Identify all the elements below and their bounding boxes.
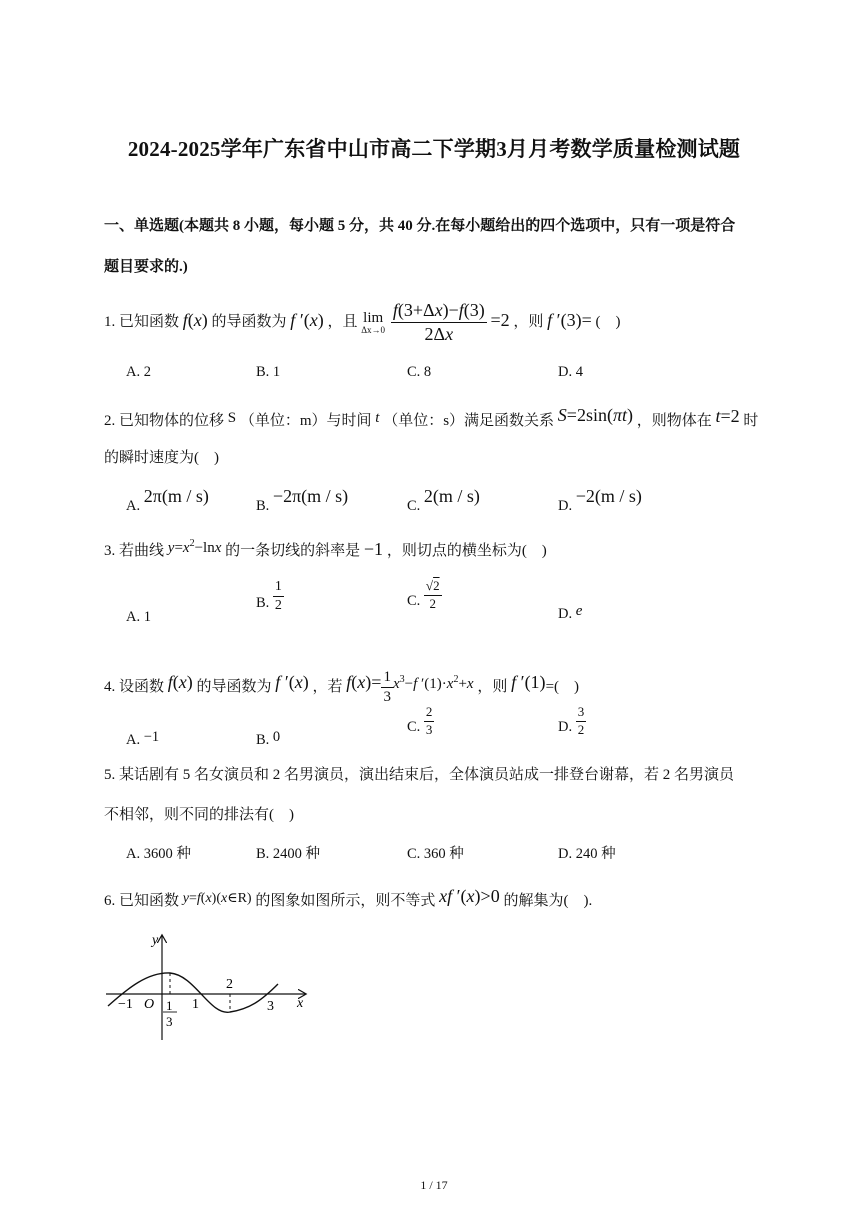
q1-mid2: ，且 (327, 314, 358, 330)
q2-line2: 的瞬时速度为( ) (104, 450, 219, 466)
q4-suffix: =( ) (545, 679, 580, 695)
tick-label-third-den: 3 (166, 1014, 173, 1029)
q4-option-c: C. $\frac{2}{3}$ (407, 704, 433, 737)
tick-label-neg1: −1 (118, 997, 133, 1012)
question-4: 4. 设函数 f(x) 的导函数为 f ′(x) ，若 f(x)= $\frac{1}{3}$ $x^3-f$ $'(1)\cdot x^2+x$ ，则 f ′(1)=( ) (104, 668, 580, 706)
q1-option-c: C. 8 (407, 364, 432, 380)
page-number: 1 / 17 (420, 1178, 448, 1192)
page-title: 2024-2025学年广东省中山市高二下学期3月月考数学质量检测试题 (127, 137, 741, 161)
q2-option-a: A. 2π(m / s) (126, 486, 209, 514)
origin-label: O (144, 997, 155, 1012)
tick-label-3: 3 (267, 999, 274, 1014)
q6-suffix: 的解集为( ). (503, 893, 593, 909)
q6-prefix: 6. 已知函数 (104, 893, 180, 909)
q5-option-b: B. 2400 种 (256, 846, 321, 862)
q1-option-d: D. 4 (558, 364, 583, 380)
q5-option-a: A. 3600 种 (126, 846, 191, 862)
q4-mid1: 的导函数为 (196, 679, 272, 695)
q3-option-b: B. $\frac{1}{2}$ (256, 579, 282, 614)
q2-mid2: （单位：s）满足函数关系 (383, 413, 555, 429)
q2-option-d: D. −2(m / s) (558, 486, 642, 514)
x-axis-label: x (297, 996, 304, 1011)
q1-mid1: 的导函数为 (211, 314, 287, 330)
question-2: 2. 已知物体的位移 S （单位：m）与时间 t （单位：s）满足函数关系 S=2sin(πt) ，则物体在 t=2 时 (104, 405, 759, 429)
q4-prefix: 4. 设函数 (104, 679, 165, 695)
q4-option-d: D. $\frac{3}{2}$ (558, 704, 585, 737)
q1-mid3: ，则 (513, 314, 544, 330)
q3-mid1: 的一条切线的斜率是 (225, 543, 361, 559)
q3-option-c: C. $\frac{√2}{2}$ (407, 578, 440, 611)
q3-option-a: A. 1 (126, 609, 151, 625)
q6-mid1: 的图象如图所示，则不等式 (255, 893, 436, 909)
q1-limit: lim Δx→0 (361, 309, 386, 335)
q2-mid4: 时 (743, 413, 759, 429)
tick-label-2: 2 (226, 977, 233, 992)
q2-prefix: 2. 已知物体的位移 (104, 413, 225, 429)
q3-prefix: 3. 若曲线 (104, 543, 165, 559)
q4-mid3: ，则 (477, 679, 508, 695)
function-graph (100, 928, 320, 1043)
tick-label-1: 1 (192, 997, 199, 1012)
q5-option-c: C. 360 种 (407, 846, 464, 862)
question-6: 6. 已知函数 y=f(x)(x∈R) 的图象如图所示，则不等式 xf ′(x)>0 的解集为( ). (104, 886, 593, 909)
q3-option-d: D. e (558, 603, 583, 622)
q5-line2: 不相邻，则不同的排法有( ) (104, 807, 294, 823)
q5-option-d: D. 240 种 (558, 846, 616, 862)
q1-fraction: $\frac{f(3+\Delta x)-f(3)}{2\Delta x}$ (392, 300, 485, 345)
q2-mid3: ，则物体在 (636, 413, 712, 429)
q4-option-a: A. −1 (126, 729, 160, 748)
q1-option-a: A. 2 (126, 364, 151, 380)
q2-mid1: （单位：m）与时间 (239, 413, 372, 429)
tick-label-third-num: 1 (166, 998, 173, 1013)
section-heading-line1: 一、单选题(本题共 8 小题，每小题 5 分，共 40 分.在每小题给出的四个选项中，只有一项是符合 (104, 218, 736, 234)
q5-line1: 5. 某话剧有 5 名女演员和 2 名男演员，演出结束后，全体演员站成一排登台谢幕，若 2 名男演员 (104, 767, 735, 783)
q3-mid2: ，则切点的横坐标为( ) (386, 543, 547, 559)
q2-option-b: B. −2π(m / s) (256, 486, 349, 514)
q4-option-b: B. 0 (256, 729, 281, 748)
q4-mid2: ，若 (312, 679, 343, 695)
q1-prefix: 1. 已知函数 (104, 314, 180, 330)
q1-option-b: B. 1 (256, 364, 281, 380)
q2-option-c: C. 2(m / s) (407, 486, 480, 514)
y-axis-label: y (152, 933, 159, 948)
section-heading-line2: 题目要求的.) (104, 259, 188, 275)
question-1: 1. 已知函数 f(x) 的导函数为 f ′(x) ，且 lim Δx→0 $\frac{f(3+\Delta x)-f(3)}{2\Delta x}$ =2 ，则 f ′(3)= ( ) (104, 300, 621, 345)
q1-suffix: ( ) (595, 314, 621, 330)
question-3: 3. 若曲线 $y=x^2-\ln x$ 的一条切线的斜率是 −1 ，则切点的横坐标为( ) (104, 538, 547, 559)
